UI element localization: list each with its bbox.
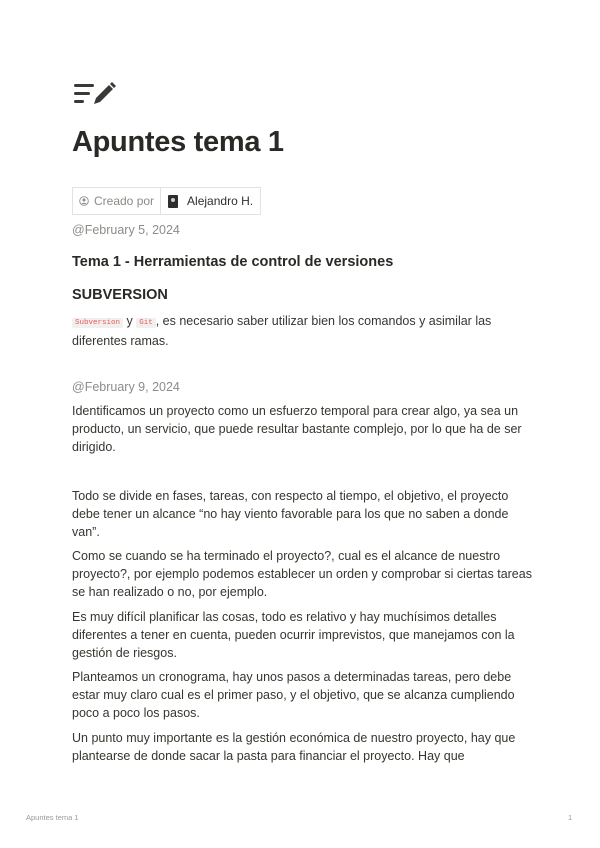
section-heading: Tema 1 - Herramientas de control de versiones [72,254,394,270]
paragraph: Todo se divide en fases, tareas, con respecto al tiempo, el objetivo, el proyecto debe tener un alcance “no hay viento favorable para los que no saben a donde van”. [72,489,509,539]
inline-code: Subversion [72,318,123,328]
date-mention[interactable]: @February 5, 2024 [72,223,180,237]
created-by-label: Creado por [94,194,155,208]
created-by-property [72,187,261,215]
paragraph: Planteamos un cronograma, hay unos pasos a determinadas tareas, pero debe estar muy claro cual es el primer paso, y el objetivo, que se alcanza cumpliendo poco a poco los pasos. [72,670,515,720]
page-title: Apuntes tema 1 [72,126,284,158]
paragraph: Como se cuando se ha terminado el proyecto?, cual es el alcance de nuestro proyecto?, por ejemplo podemos establecer un orden y comprobar si ciertas tareas se han realizado o no, por ejemplo. [72,549,532,599]
created-by-key [73,188,161,214]
avatar [168,195,178,208]
notes-edit-icon [72,78,118,112]
page-number: 1 [568,813,573,822]
text-span: , es necesario saber utilizar bien los comandos y asimilar las diferentes ramas. [72,314,492,348]
paragraph: Identificamos un proyecto como un esfuerzo temporal para crear algo, ya sea un producto, un servicio, que puede resultar bastante complejo, por lo que ha de ser dirigido. [72,404,522,454]
inline-code: Git [136,318,156,328]
subsection-heading: SUBVERSION [72,287,168,303]
footer-title: Apuntes tema 1 [26,813,79,822]
paragraph: Un punto muy importante es la gestión económica de nuestro proyecto, hay que plantearse de donde sacar la pasta para financiar el proyecto. Hay que [72,731,516,763]
paragraph [72,312,532,350]
date-mention[interactable]: @February 9, 2024 [72,380,180,394]
paragraph: Es muy difícil planificar las cosas, todo es relativo y hay muchísimos detalles diferentes a tener en cuenta, pueden ocurrir imprevistos, que manejamos con la gestión de riesgos. [72,610,515,660]
person-circle-icon [79,196,89,206]
created-by-value[interactable] [161,188,260,214]
text-span: y [123,314,137,328]
created-by-name: Alejandro H. [187,194,254,208]
